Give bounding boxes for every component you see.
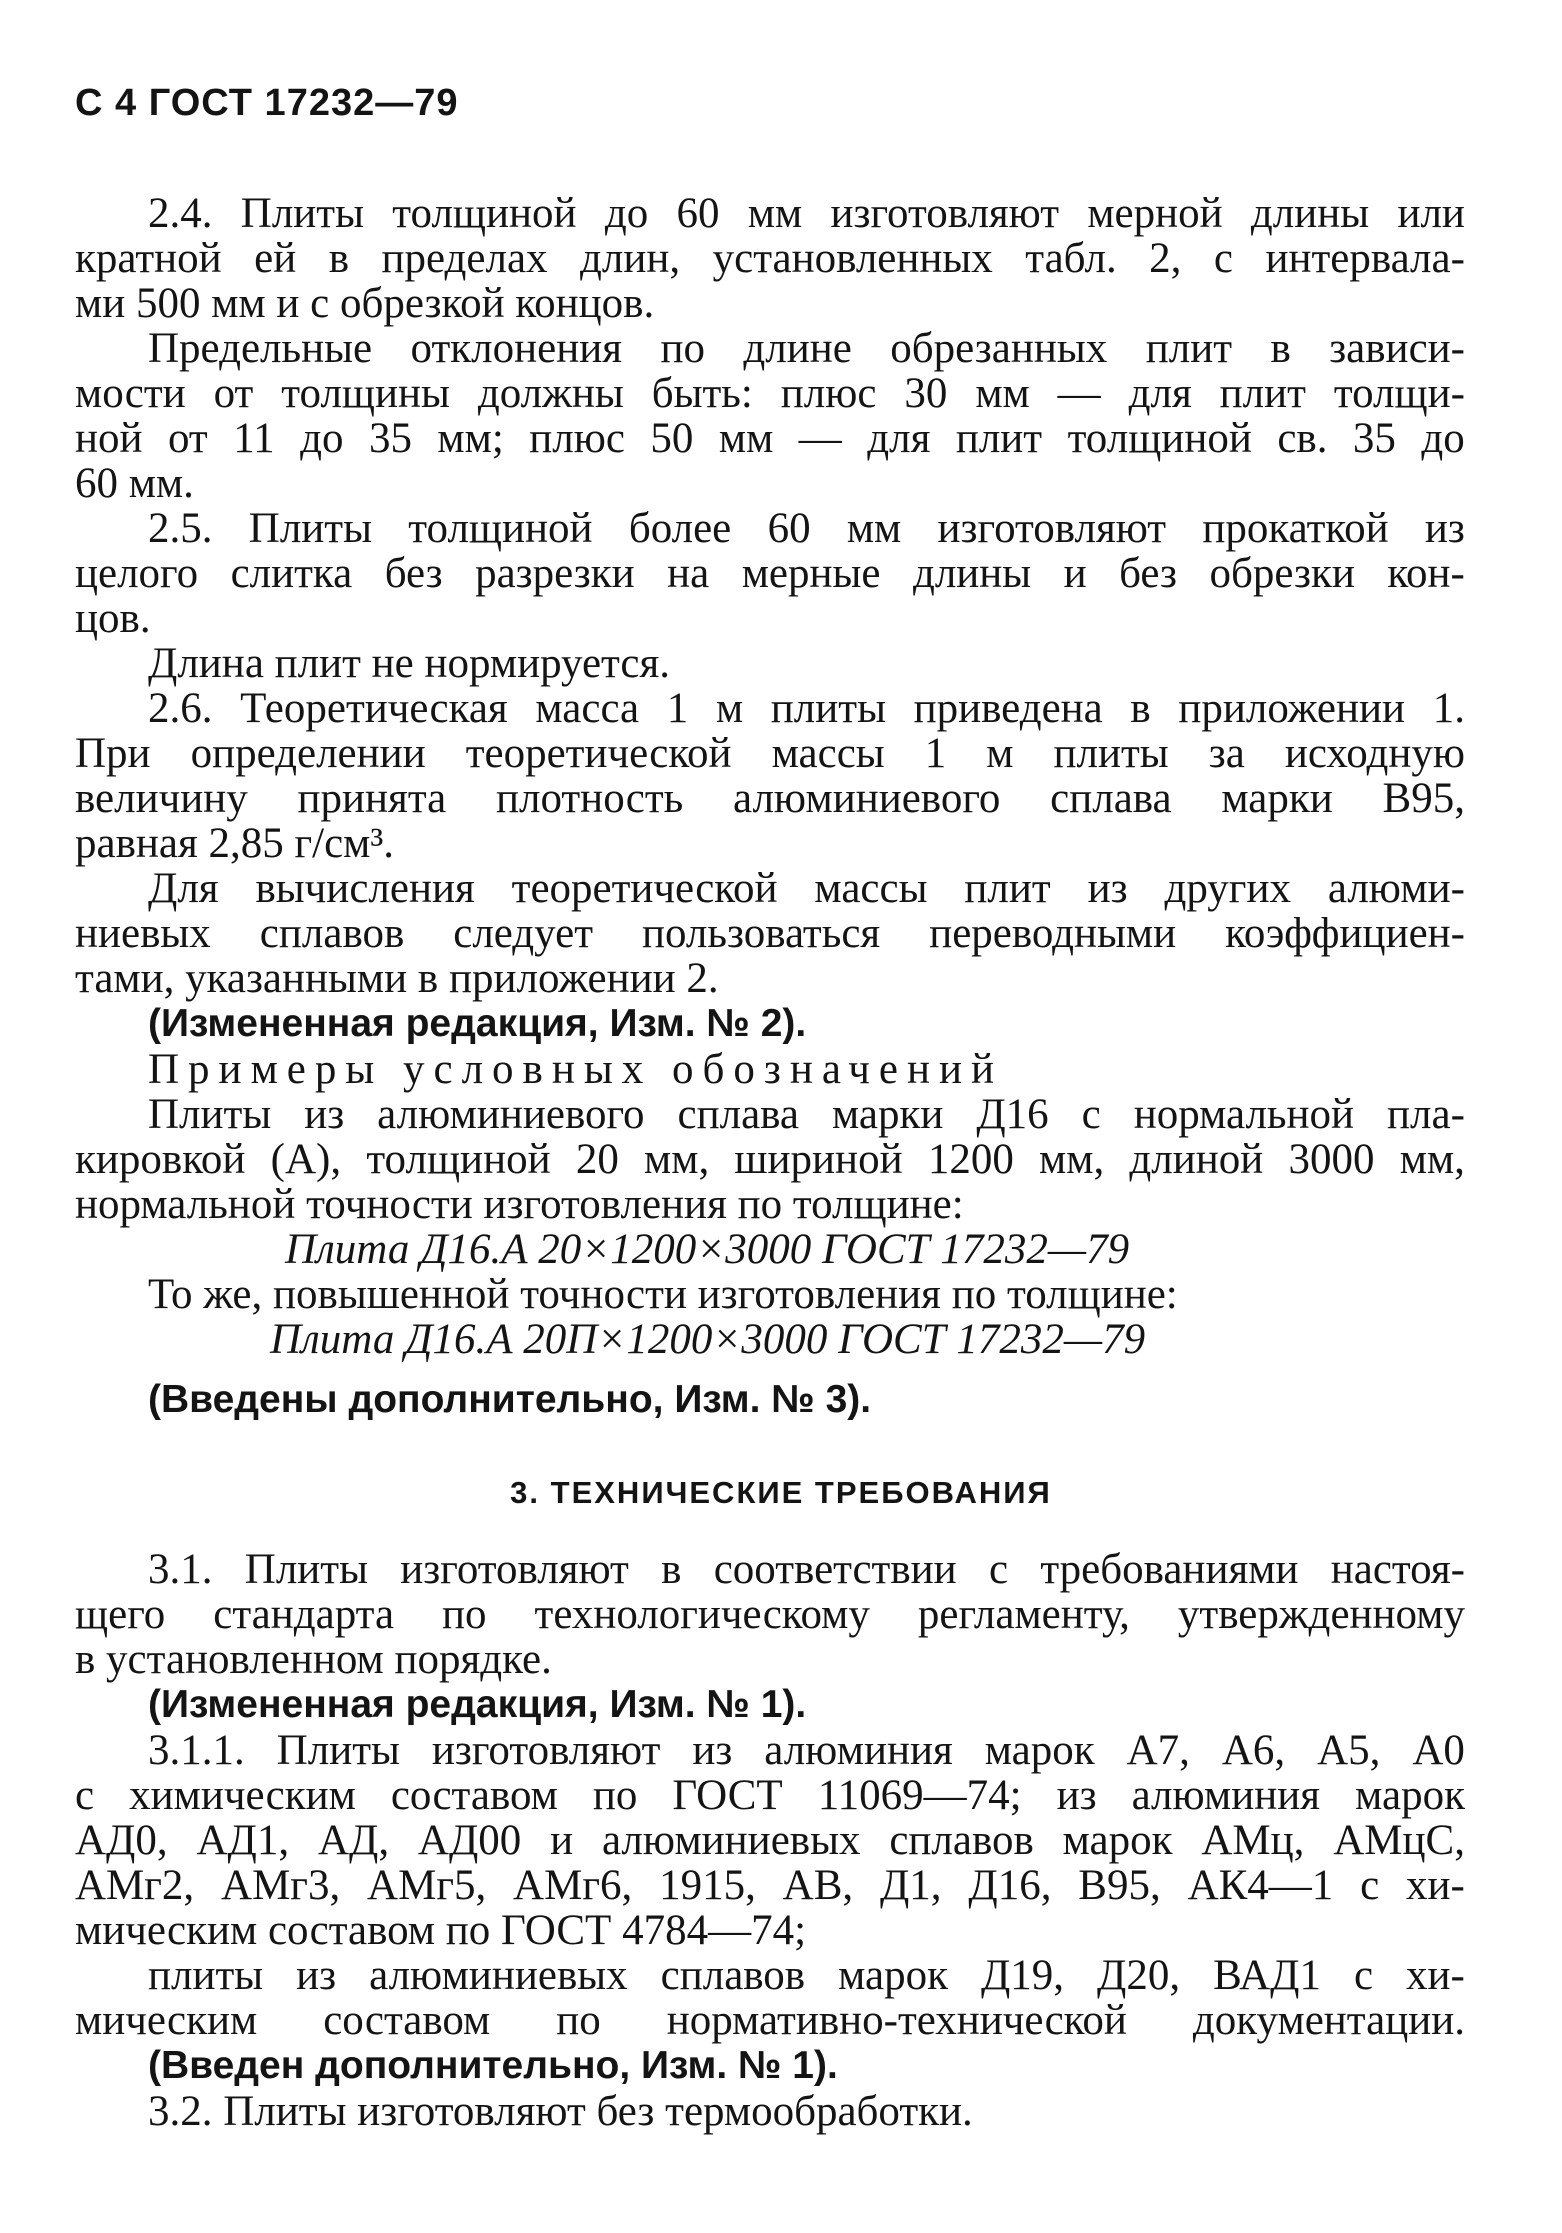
word: АМг6, [513, 1862, 633, 1909]
word: Д1, [879, 1862, 942, 1909]
word: по [442, 1591, 487, 1638]
word: массы [814, 865, 928, 912]
word: кировкой [75, 1136, 246, 1183]
word: изготовляют [400, 1546, 629, 1593]
word: по [592, 1772, 638, 1819]
word: 2.4. [148, 190, 213, 237]
text-line [75, 912, 1465, 955]
word: Предельные [148, 325, 373, 372]
text-line [75, 1999, 1465, 2042]
word: Для [148, 865, 219, 912]
word: с [988, 1546, 1009, 1593]
word: плиты [148, 1952, 264, 1999]
word: плит [1145, 325, 1232, 372]
word: В95, [1382, 775, 1465, 822]
word: длины [1250, 190, 1370, 237]
word: длине [743, 325, 852, 372]
text-line [75, 372, 1465, 415]
word: утвержденному [1177, 1591, 1465, 1638]
text-line: цов. [75, 595, 151, 642]
word: плиты [770, 685, 886, 732]
word: для [1128, 370, 1192, 417]
word: мм [846, 505, 902, 552]
word: целого [75, 550, 199, 597]
word: алюминиевого [733, 775, 1001, 822]
word: теоретической [465, 730, 732, 777]
word: из [304, 1091, 345, 1138]
word: сплавов [660, 1952, 806, 1999]
word: плит [955, 415, 1043, 462]
word: по [556, 1997, 601, 2044]
word: алюминиевых [601, 1817, 861, 1864]
text-line [75, 1593, 1465, 1636]
word: теоретической [511, 865, 778, 912]
word: АМцС, [1333, 1817, 1465, 1864]
word: АК4—1 [1187, 1862, 1334, 1909]
word: прокаткой [1202, 505, 1389, 552]
text-line: 60 мм. [75, 460, 194, 507]
word: химическим [129, 1772, 356, 1819]
word: с [1353, 1952, 1374, 1999]
text-line [148, 192, 1465, 235]
word: плотность [495, 775, 684, 822]
word: переводными [929, 910, 1177, 957]
word: с [75, 1772, 95, 1819]
word: м [986, 730, 1014, 777]
word: и [550, 1817, 574, 1864]
word: — [1057, 370, 1101, 417]
word: исходную [1284, 730, 1465, 777]
word: мости [75, 370, 186, 417]
text-line: ми 500 мм и с обрезкой концов. [75, 280, 655, 327]
word: из [1424, 505, 1465, 552]
text-line [148, 507, 1465, 550]
word: хи- [1406, 1862, 1465, 1909]
word: Плиты [240, 190, 364, 237]
word: А5, [1317, 1727, 1381, 1774]
amendment-note: (Введен дополнительно, Изм. № 1). [148, 2044, 838, 2087]
word: сплавов [259, 910, 405, 957]
text-line [75, 732, 1465, 775]
word: из [1087, 865, 1128, 912]
page-header: С 4 ГОСТ 17232—79 [75, 82, 459, 124]
word: 1 [666, 685, 689, 732]
word: Д16, [968, 1862, 1052, 1909]
word: быть: [651, 370, 753, 417]
word: из [692, 1727, 733, 1774]
word: изготовляют [830, 190, 1060, 237]
word: с [1360, 1862, 1380, 1909]
word: 20 [575, 1136, 619, 1183]
word: в [328, 235, 350, 282]
word: мм, [1039, 1136, 1105, 1183]
word: следует [453, 910, 593, 957]
word: 50 [650, 415, 694, 462]
word: в [661, 1546, 682, 1593]
text-line [148, 687, 1465, 730]
word: без [1119, 550, 1178, 597]
word: марки [1221, 775, 1333, 822]
text-line [75, 1774, 1465, 1817]
word: разрезки [475, 550, 635, 597]
amendment-note: (Измененная редакция, Изм. № 2). [148, 1002, 807, 1045]
amendment-note: (Измененная редакция, Изм. № 1). [148, 1683, 807, 1726]
word: за [1208, 730, 1245, 777]
word: до [604, 190, 649, 237]
word: вычисления [255, 865, 475, 912]
examples-heading: Примеры условных обозначений [148, 1046, 1003, 1093]
word: толщиной [366, 1136, 551, 1183]
word: В95, [1078, 1862, 1161, 1909]
word: 3.1. [148, 1546, 213, 1593]
word: от [213, 370, 254, 417]
word: АД, [317, 1817, 390, 1864]
word: составом [323, 1997, 491, 2044]
word: табл. [1025, 235, 1117, 282]
text-line: равная 2,85 г/см³. [75, 820, 395, 867]
word: 3.1.1. [148, 1727, 245, 1774]
word: мм, [1399, 1136, 1465, 1183]
word: А0 [1412, 1727, 1465, 1774]
word: до [300, 415, 344, 462]
word: технологическому [534, 1591, 870, 1638]
word: марок [838, 1952, 948, 1999]
word: в [1270, 325, 1291, 372]
word: масса [535, 685, 640, 732]
word: св. [1277, 415, 1328, 462]
word: мм [747, 190, 803, 237]
text-line [148, 1093, 1465, 1136]
word: стандарта [213, 1591, 395, 1638]
word: м [715, 685, 744, 732]
word: мерной [1087, 190, 1223, 237]
word: отклонения [410, 325, 623, 372]
word: (А), [270, 1136, 342, 1183]
amendment-note: (Введены дополнительно, Изм. № 3). [148, 1378, 872, 1421]
word: определении [190, 730, 426, 777]
word: величину [75, 775, 248, 822]
word: до [1421, 415, 1465, 462]
word: мм, [644, 1136, 710, 1183]
word: на [667, 550, 710, 597]
word: сплава [677, 1091, 799, 1138]
word: массы [771, 730, 885, 777]
word: марок [1355, 1772, 1465, 1819]
word: АД0, [75, 1817, 168, 1864]
word: 60 [767, 505, 811, 552]
designation-example: Плита Д16.А 20×1200×3000 ГОСТ 17232—79 [285, 1226, 1130, 1273]
word: 1 [924, 730, 947, 777]
word: плиты [1053, 730, 1169, 777]
text-line: Длина плит не нормируется. [148, 640, 670, 687]
word: АМг2, [75, 1862, 195, 1909]
word: плит [964, 865, 1051, 912]
word: марок [984, 1727, 1095, 1774]
word: ВАД1 [1213, 1952, 1321, 1999]
word: алюминия [1131, 1772, 1321, 1819]
word: ной [75, 415, 143, 462]
text-line: То же, повышенной точности изготовления по толщине: [148, 1271, 1178, 1318]
word: 35 [368, 415, 412, 462]
word: коэффициен- [1225, 910, 1465, 957]
word: с [1213, 235, 1233, 282]
word: марки [831, 1091, 944, 1138]
text-line [75, 552, 1465, 595]
word: 2.5. [148, 505, 213, 552]
word: регламенту, [917, 1591, 1130, 1638]
word: документации. [1192, 1997, 1465, 2044]
word: — [798, 415, 842, 462]
word: 35 [1352, 415, 1396, 462]
word: АД00 [417, 1817, 522, 1864]
word: 1. [1432, 685, 1465, 732]
word: плит [1219, 370, 1306, 417]
word: кон- [1387, 550, 1465, 597]
word: Д19, [980, 1952, 1065, 1999]
word: длины [912, 550, 1032, 597]
text-line: 3.2. Плиты изготовляют без термообработки. [148, 2088, 973, 2135]
word: и [1063, 550, 1087, 597]
word: толщиной [392, 190, 577, 237]
word: мм; [437, 415, 504, 462]
word: с [1081, 1091, 1101, 1138]
word: или [1397, 190, 1465, 237]
word: Плиты [244, 1546, 368, 1593]
word: толщиной [408, 505, 593, 552]
word: 3000 [1288, 1136, 1375, 1183]
word: толщиной [1067, 415, 1252, 462]
word: плюс [529, 415, 625, 462]
word: АМг5, [367, 1862, 487, 1909]
text-line [75, 1819, 1465, 1862]
word: 60 [676, 190, 720, 237]
word: обрезанных [890, 325, 1108, 372]
word: из [296, 1952, 337, 1999]
word: АМг3, [221, 1862, 341, 1909]
text-line: нормальной точности изготовления по толщине: [75, 1181, 964, 1228]
word: 30 [904, 370, 948, 417]
word: Д16 [976, 1091, 1049, 1138]
word: мическим [75, 1997, 258, 2044]
word: АД1, [196, 1817, 290, 1864]
word: алюминиевых [369, 1952, 628, 1999]
text-line [148, 1729, 1465, 1772]
text-line: мическим составом по ГОСТ 4784—74; [75, 1907, 807, 1954]
word: щего [75, 1591, 166, 1638]
word: алюминиевого [377, 1091, 645, 1138]
word: приложении [1178, 685, 1406, 732]
word: должны [477, 370, 624, 417]
word: Плиты [276, 1727, 400, 1774]
word: шириной [734, 1136, 903, 1183]
word: пределах [381, 235, 548, 282]
word: 1200 [927, 1136, 1014, 1183]
word: составом [390, 1772, 558, 1819]
word: требованиями [1040, 1546, 1299, 1593]
word: из [1056, 1772, 1097, 1819]
text-line [148, 327, 1465, 370]
word: 2, [1149, 235, 1182, 282]
word: более [628, 505, 732, 552]
word: толщи- [1333, 370, 1465, 417]
word: АМц, [1201, 1817, 1305, 1864]
word: слитка [230, 550, 353, 597]
word: для [867, 415, 931, 462]
word: соответствии [713, 1546, 957, 1593]
word: принята [297, 775, 447, 822]
word: без [384, 550, 443, 597]
word: алюминия [764, 1727, 953, 1774]
word: нормальной [1133, 1091, 1355, 1138]
word: длиной [1129, 1136, 1264, 1183]
word: сплавов [889, 1817, 1034, 1864]
word: ей [254, 235, 297, 282]
word: Плиты [148, 1091, 272, 1138]
word: других [1164, 865, 1291, 912]
word: А7, [1126, 1727, 1190, 1774]
word: хи- [1406, 1952, 1465, 1999]
word: Теоретическая [240, 685, 508, 732]
text-line [75, 1864, 1465, 1907]
text-line [148, 867, 1465, 910]
text-line: тами, указанными в приложении 2. [75, 955, 719, 1002]
word: сплава [1050, 775, 1172, 822]
word: обрезки [1209, 550, 1355, 597]
text-line [148, 1548, 1465, 1591]
text-line: в установленном порядке. [75, 1636, 552, 1683]
word: интервала- [1265, 235, 1465, 282]
word: длин, [580, 235, 681, 282]
word: мм [975, 370, 1030, 417]
text-line [75, 777, 1465, 820]
section-heading: 3. ТЕХНИЧЕСКИЕ ТРЕБОВАНИЯ [510, 1475, 1052, 1510]
text-line [75, 1138, 1465, 1181]
word: толщины [281, 370, 450, 417]
word: ГОСТ [672, 1772, 783, 1819]
text-line [148, 1954, 1465, 1997]
word: 11 [233, 415, 275, 462]
text-line [75, 417, 1465, 460]
text-line [75, 237, 1465, 280]
word: приведена [913, 685, 1103, 732]
word: алюми- [1327, 865, 1465, 912]
word: пользоваться [641, 910, 881, 957]
word: Плиты [248, 505, 372, 552]
word: ниевых [75, 910, 211, 957]
word: 2.6. [148, 685, 213, 732]
word: При [75, 730, 151, 777]
designation-example: Плита Д16.А 20П×1200×3000 ГОСТ 17232—79 [270, 1316, 1146, 1363]
word: настоя- [1330, 1546, 1465, 1593]
word: плюс [780, 370, 877, 417]
word: от [168, 415, 208, 462]
word: мм [718, 415, 774, 462]
word: кратной [75, 235, 222, 282]
word: установленных [712, 235, 993, 282]
word: изготовляют [431, 1727, 661, 1774]
word: мерные [741, 550, 881, 597]
word: пла- [1387, 1091, 1465, 1138]
word: 11069—74; [817, 1772, 1022, 1819]
word: А6, [1221, 1727, 1286, 1774]
word: в [1130, 685, 1151, 732]
word: по [660, 325, 705, 372]
word: марок [1062, 1817, 1173, 1864]
word: зависи- [1329, 325, 1465, 372]
word: 1915, [659, 1862, 756, 1909]
word: изготовляют [937, 505, 1167, 552]
word: АВ, [782, 1862, 854, 1909]
word: Д20, [1097, 1952, 1181, 1999]
word: нормативно-технической [666, 1997, 1127, 2044]
